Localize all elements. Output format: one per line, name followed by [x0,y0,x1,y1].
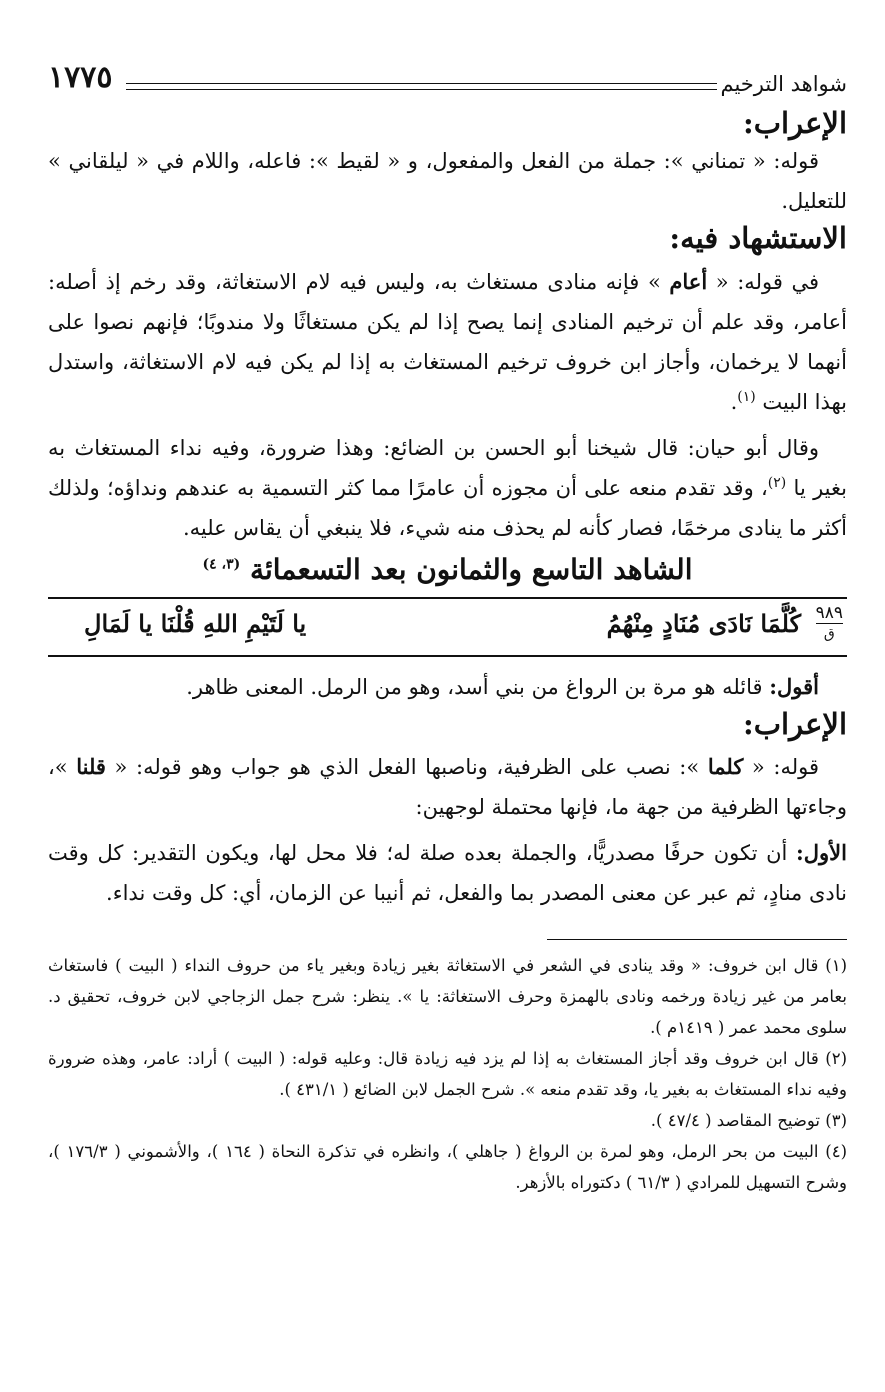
verse-box [48,597,847,657]
text-run: في قوله: « [707,269,819,294]
text-run: »، وجاءتها الظرفية من جهة ما، فإنها محتملة لوجهين: [48,755,847,820]
lead-word-awwal: الأول: [796,840,847,866]
witness-title-text: الشاهد التاسع والثمانون بعد التسعمائة [249,552,693,586]
book-page [48,58,847,1372]
text-run: »: نصب على الظرفية، وناصبها الفعل الذي هو جواب وهو قوله: « [105,755,708,780]
witness-title [48,552,847,587]
text-run: قائله هو مرة بن الرواغ من بني أسد، وهو من الرمل. المعنى ظاهر. [186,674,770,699]
footnote-separator [547,939,847,940]
quoted-word-kullama: كلما [707,754,744,780]
verse-number-value: ٩٨٩ [815,602,843,623]
section-heading-istishhad: الاستشهاد فيه: [669,220,847,255]
verse-hemistich-1: كُلَّمَا نَادَى مُنَادٍ مِنْهُمُ [606,608,801,638]
text-run: وقال أبو حيان: قال شيخنا أبو الحسن بن الضائع: وهذا ضرورة، وفيه نداء المستغاث به بغير يا [48,435,847,500]
aqulu-paragraph [48,667,847,707]
footnote-1: (١) قال ابن خروف: « وقد ينادى في الشعر في الاستغاثة بغير زيادة وبغير ياء من حروف النداء ( البيت ) فاستغاث بعامر من غير زيادة ورخمه ونادى بالهمزة وحرف الاستغاثة: يا ». ينظر: شرح جمل الزجاجي لابن خروف، تحقيق د. سلوى محمد عمر ( ١٤١٩م ). [48,956,847,1038]
text-run: أن تكون حرفًا مصدريًّا، والجملة بعده صلة له؛ فلا محل لها، ويكون التقدير: كل وقت نادى منادٍ، ثم عبر عن معنى المصدر بما والفعل، ثم أنيبا عن الزمان، أي: كل وقت نداء. [48,841,847,906]
text-run: ، وقد تقدم منعه على أن مجوزه أن عامرًا مما كثر التسمية به عندهم ونداؤه؛ ولذلك أكثر ما ينادى مرخمًا، فصار كأنه لم يحذف منه شيء، فلا ينبغي أن يقاس عليه. [48,475,847,540]
verse-number [816,603,843,644]
istishhad-paragraph-2 [48,428,847,548]
footnote-ref-3-4: (٣، ٤) [202,556,241,573]
lead-word-aqulu: أقول: [769,673,819,699]
running-header [48,58,847,96]
page-number: ١٧٧٥ [48,60,113,95]
text-run: قوله: « [743,755,819,780]
running-title: شواهد الترخيم [720,72,847,96]
quoted-word-qulna: قلنا [76,754,106,780]
section-heading-irab-1: الإعراب: [743,106,847,140]
quoted-word-aam: أعام [669,268,708,294]
header-double-rule [126,83,717,90]
footnote-3: (٣) توضيح المقاصد ( ٤٧/٤ ). [650,1111,847,1131]
irab-paragraph-1: قوله: « تمناني »: جملة من الفعل والمفعول، و « لقيط »: فاعله، واللام في « ليلقاني » للتعليل. [48,148,847,213]
section-heading-irab-2: الإعراب: [743,706,847,741]
text-run: » فإنه منادى مستغاث به، وليس فيه لام الاستغاثة، وقد رخم إذ أصله: أعامر، وقد علم أن ترخيم المنادى إنما يصح إذا لم يكن مستغاثًا ولا مندوبًا؛ فإنهم نصوا على أنهما لا يرخمان، وأجاز ابن خروف ترخيم المستغاث به إذا لم يكن فيه لام الاستغاثة، واستدل بهذا البيت [48,269,847,414]
footnote-ref-1: (١) [737,388,756,405]
verse-hemistich-2: يا لَتَيْمِ اللهِ قُلْنَا يا لَمَالِ [84,608,307,638]
irab-paragraph-2 [48,747,847,827]
footnote-ref-2: (٢) [767,474,787,491]
istishhad-paragraph-1: في قوله: « أعام » فإنه منادى مستغاث به، وليس فيه لام الاستغاثة، وقد رخم إذ أصله: أعامر، وقد علم أن ترخيم المنادى إنما يصح إذا لم يكن مستغاثًا ولا مندوبًا؛ فإنهم نصوا على أنهما لا يرخمان، وأجاز ابن خروف ترخيم المستغاث به إذا لم يكن فيه لام الاستغاثة، واستدل بهذا البيت $^{(١)}$. [48,268,847,414]
irab-paragraph-3 [48,833,847,913]
footnote-4: (٤) البيت من بحر الرمل، وهو لمرة بن الرواغ ( جاهلي )، وانظره في تذكرة النحاة ( ١٦٤ )، والأشموني ( ١٧٦/٣ )، وشرح التسهيل للمرادي ( ٦١/٣ ) دكتوراه بالأزهر. [48,1142,848,1193]
footnote-2: (٢) قال ابن خروف وقد أجاز المستغاث به إذا لم يزد فيه زيادة قال: وعليه قوله: ( البيت ) أراد: عامر، وهذه ضرورة وفيه نداء المستغاث به بغير يا، وقد تقدم منعه ». شرح الجمل لابن الضائع ( ٤٣١/١ ). [48,1049,847,1100]
verse-number-marker: ق [823,625,835,642]
